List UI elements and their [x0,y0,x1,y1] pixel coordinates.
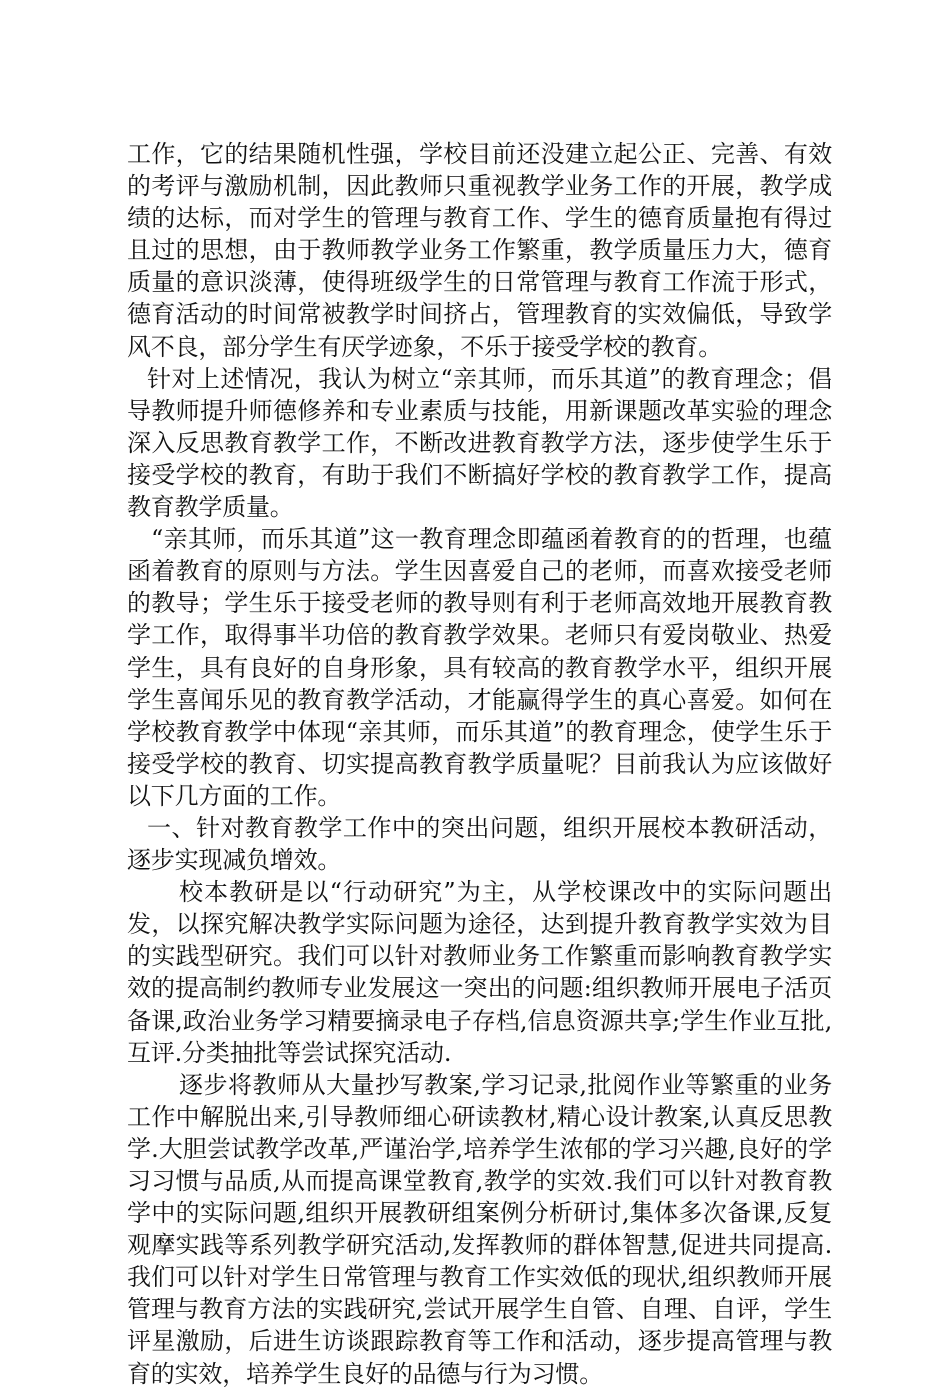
document-body [127,138,832,1390]
paragraph-2: 针对上述情况，我认为树立“亲其师，而乐其道”的教育理念；倡导教师提升师德修养和专业素质与技能，用新课题改革实验的理念深入反思教育教学工作，不断改进教育教学方法，逐步使学生乐于接受学校的教育，有助于我们不断搞好学校的教育教学工作，提高教育教学质量。 [127,364,832,522]
paragraph-3: “亲其师，而乐其道”这一教育理念即蕴函着教育的的哲理，也蕴函着教育的原则与方法。学生因喜爱自己的老师，而喜欢接受老师的教导；学生乐于接受老师的教导则有利于老师高效地开展教育教学工作，取得事半功倍的教育教学效果。老师只有爱岗敬业、热爱学生，具有良好的自身形象，具有较高的教育教学水平，组织开展学生喜闻乐见的教育教学活动，才能赢得学生的真心喜爱。如何在学校教育教学中体现“亲其师，而乐其道”的教育理念，使学生乐于接受学校的教育、切实提高教育教学质量呢？目前我认为应该做好以下几方面的工作。 [127,525,832,810]
paragraph-5: 逐步将教师从大量抄写教案,学习记录,批阅作业等繁重的业务工作中解脱出来,引导教师细心研读教材,精心设计教案,认真反思教学.大胆尝试教学改革,严谨治学,培养学生浓郁的学习兴趣,良好的学习习惯与品质,从而提高课堂教育,教学的实效.我们可以针对教育教学中的实际问题,组织开展教研组案例分析研讨,集体多次备课,反复观摩实践等系列教学研究活动,发挥教师的群体智慧,促进共同提高.我们可以针对学生日常管理与教育工作实效低的现状,组织教师开展管理与教育方法的实践研究,尝试开展学生自管、自理、自评，学生评星激励，后进生访谈跟踪教育等工作和活动，逐步提高管理与教育的实效，培养学生良好的品德与行为习惯。 [127,1070,832,1388]
paragraph-1: 工作，它的结果随机性强，学校目前还没建立起公正、完善、有效的考评与激励机制，因此教师只重视教学业务工作的开展，教学成绩的达标，而对学生的管理与教育工作、学生的德育质量抱有得过且过的思想，由于教师教学业务工作繁重，教学质量压力大，德育质量的意识淡薄，使得班级学生的日常管理与教育工作流于形式，德育活动的时间常被教学时间挤占，管理教育的实效偏低，导致学风不良，部分学生有厌学迹象，不乐于接受学校的教育。 [127,140,832,361]
section-heading-1: 一、针对教育教学工作中的突出问题，组织开展校本教研活动，逐步实现减负增效。 [127,813,832,875]
paragraph-4: 校本教研是以“行动研究”为主，从学校课改中的实际问题出发，以探究解决教学实际问题为途径，达到提升教育教学实效为目的实践型研究。我们可以针对教师业务工作繁重而影响教育教学实效的提高制约教师专业发展这一突出的问题:组织教师开展电子活页备课,政治业务学习精要摘录电子存档,信息资源共享;学生作业互批,互评.分类抽批等尝试探究活动. [127,878,832,1067]
